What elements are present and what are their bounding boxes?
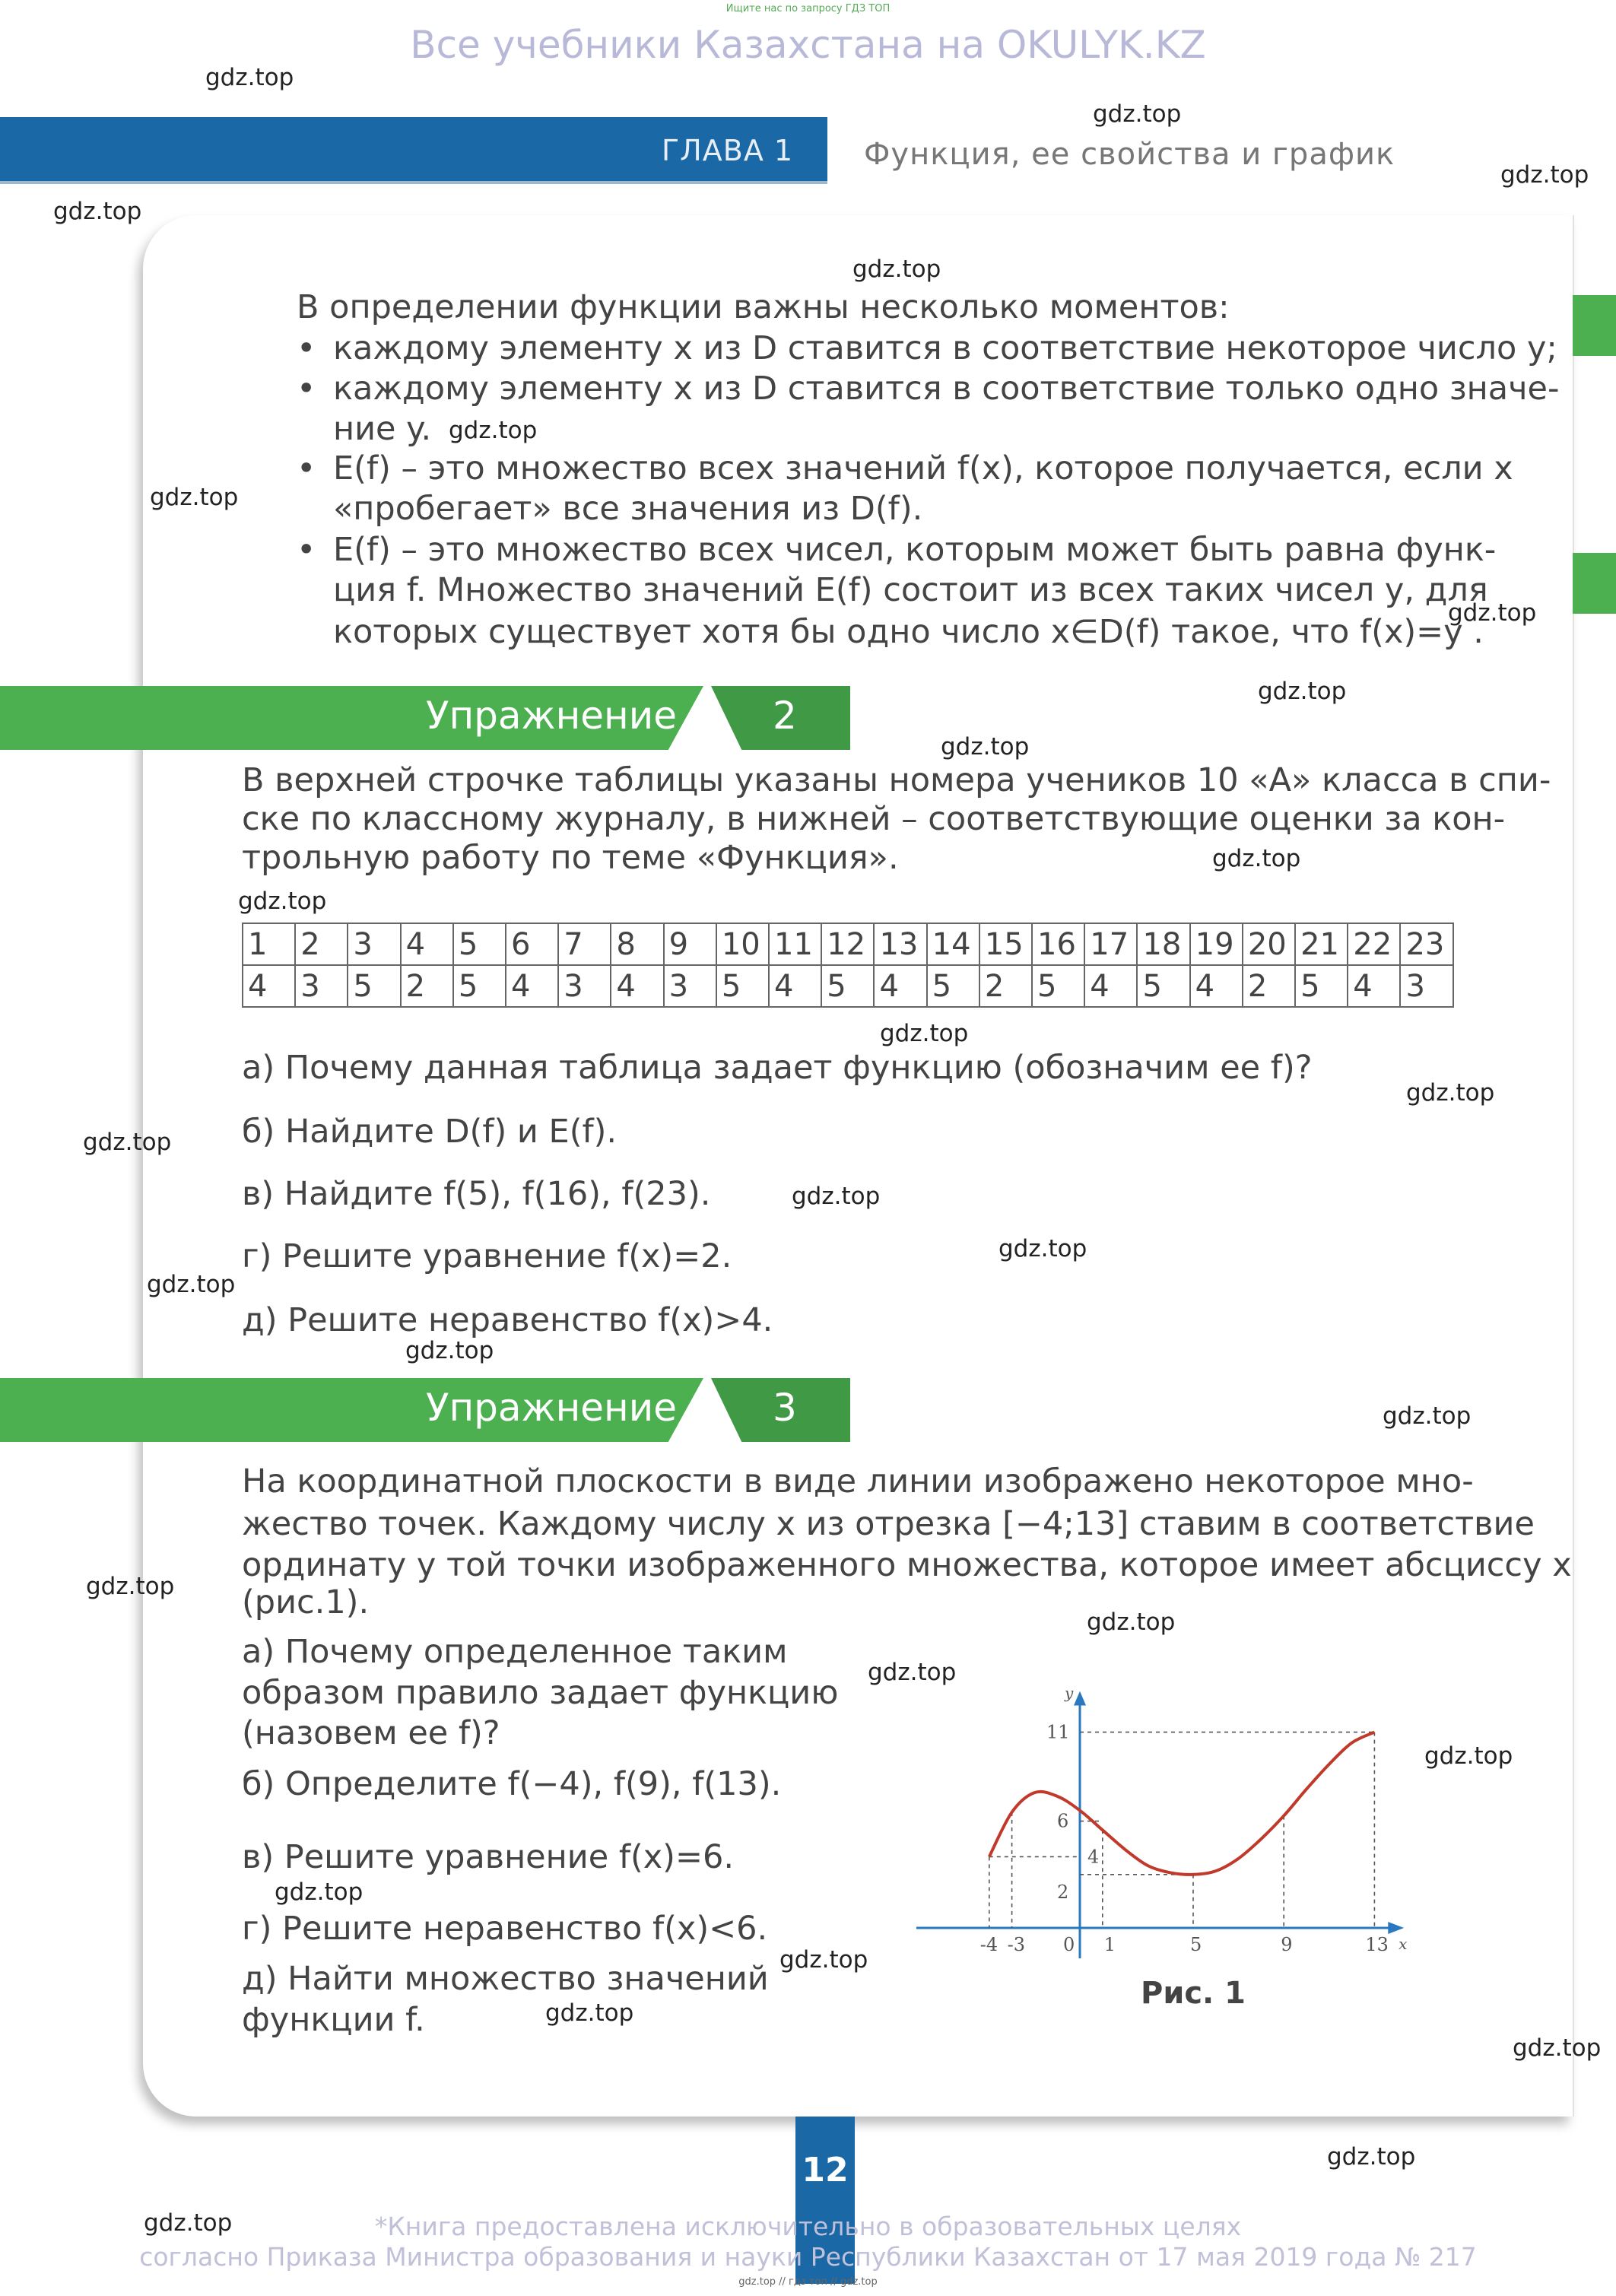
table-cell-grade: 5 xyxy=(716,965,769,1007)
watermark: gdz.top xyxy=(275,1878,364,1906)
definition-bullet-4: E(f) – это множество всех чисел, которым может быть равна функ- xyxy=(333,531,1497,569)
table-cell-student-number: 12 xyxy=(821,923,874,965)
table-cell-grade: 4 xyxy=(1190,965,1243,1007)
watermark: gdz.top xyxy=(1087,1608,1176,1636)
exercise-2-question-d: г) Решите уравнение f(x)=2. xyxy=(242,1237,732,1275)
table-cell-grade: 4 xyxy=(611,965,663,1007)
watermark: gdz.top xyxy=(868,1659,957,1686)
exercise-label: Упражнение xyxy=(426,1386,677,1430)
x-tick-label: 1 xyxy=(1103,1934,1116,1955)
definition-bullet-1: каждому элементу x из D ставится в соответствие некоторое число y; xyxy=(333,329,1557,367)
exercise-2-text: трольную работу по теме «Функция». xyxy=(242,839,899,877)
table-cell-grade: 2 xyxy=(401,965,453,1007)
table-cell-student-number: 18 xyxy=(1137,923,1189,965)
exercise-3-text: жество точек. Каждому числу x из отрезка [−4;13] ставим в соответствие xyxy=(242,1505,1535,1543)
table-cell-grade: 4 xyxy=(769,965,821,1007)
exercise-3-text: (рис.1). xyxy=(242,1583,370,1621)
side-tab xyxy=(1573,553,1616,614)
table-cell-student-number: 16 xyxy=(1032,923,1084,965)
definition-bullet-3-cont: «пробегает» все значения из D(f). xyxy=(333,490,923,528)
bullet-icon: • xyxy=(297,329,316,367)
watermark: gdz.top xyxy=(449,417,538,444)
y-tick-label: 11 xyxy=(1046,1721,1070,1743)
table-cell-grade: 3 xyxy=(664,965,716,1007)
watermark: gdz.top xyxy=(1500,161,1589,189)
exercise-2-question-a: а) Почему данная таблица задает функцию (обозначим ее f)? xyxy=(242,1049,1313,1087)
table-cell-grade: 4 xyxy=(243,965,295,1007)
definition-bullet-2: каждому элементу x из D ставится в соответствие только одно значе- xyxy=(333,370,1560,408)
x-tick-label: 5 xyxy=(1190,1934,1202,1955)
table-cell-grade: 5 xyxy=(927,965,979,1007)
table-cell-student-number: 8 xyxy=(611,923,663,965)
table-cell-student-number: 19 xyxy=(1190,923,1243,965)
top-tiny-text: Ищите нас по запросу ГДЗ ТОП xyxy=(725,3,891,14)
definition-bullet-4-cont: которых существует хотя бы одно число x∈D(f) такое, что f(x)=y . xyxy=(333,613,1484,651)
y-tick-label: 6 xyxy=(1057,1810,1069,1832)
table-cell-grade: 5 xyxy=(348,965,400,1007)
watermark: gdz.top xyxy=(998,1235,1087,1262)
watermark: gdz.top xyxy=(53,198,142,225)
table-cell-student-number: 20 xyxy=(1243,923,1295,965)
exercise-3-question-e: д) Найти множество значений xyxy=(242,1960,769,1998)
watermark: gdz.top xyxy=(1448,599,1537,627)
x-tick-label: 9 xyxy=(1281,1934,1293,1955)
table-cell-grade: 4 xyxy=(1084,965,1137,1007)
exercise-3-question-a-cont: образом правило задает функцию xyxy=(242,1674,839,1712)
exercise-2-text: В верхней строчке таблицы указаны номера учеников 10 «А» класса в спи- xyxy=(242,761,1551,799)
exercise-2-question-e: д) Решите неравенство f(x)>4. xyxy=(242,1301,773,1339)
table-cell-grade: 2 xyxy=(1243,965,1295,1007)
exercise-3-question-e-cont: функции f. xyxy=(242,2001,425,2039)
exercise-3-header xyxy=(0,1378,850,1442)
table-cell-grade: 3 xyxy=(295,965,348,1007)
watermark: gdz.top xyxy=(147,1271,236,1298)
table-cell-grade: 4 xyxy=(506,965,558,1007)
table-cell-student-number: 2 xyxy=(295,923,348,965)
exercise-3-question-d: г) Решите неравенство f(x)<6. xyxy=(242,1910,768,1948)
watermark: gdz.top xyxy=(1212,845,1301,872)
exercise-2-header xyxy=(0,686,850,750)
table-cell-grade: 3 xyxy=(1400,965,1452,1007)
watermark: gdz.top xyxy=(941,733,1030,761)
chapter-label: ГЛАВА 1 xyxy=(662,134,794,167)
table-cell-student-number: 15 xyxy=(979,923,1032,965)
x-tick-label: 13 xyxy=(1365,1934,1389,1955)
table-cell-student-number: 4 xyxy=(401,923,453,965)
table-cell-student-number: 10 xyxy=(716,923,769,965)
table-cell-student-number: 21 xyxy=(1295,923,1348,965)
table-cell-student-number: 11 xyxy=(769,923,821,965)
watermark: gdz.top xyxy=(792,1183,881,1210)
table-cell-grade: 5 xyxy=(453,965,506,1007)
watermark: gdz.top xyxy=(1513,2034,1602,2062)
table-cell-student-number: 3 xyxy=(348,923,400,965)
side-tab xyxy=(1573,295,1616,356)
watermark: gdz.top xyxy=(86,1573,175,1600)
table-cell-grade: 5 xyxy=(1137,965,1189,1007)
exercise-2-text: ске по классному журналу, в нижней – соответствующие оценки за кон- xyxy=(242,800,1506,838)
watermark: gdz.top xyxy=(779,1946,868,1974)
table-cell-grade: 2 xyxy=(979,965,1032,1007)
table-row-grades xyxy=(243,965,1453,1007)
watermark: gdz.top xyxy=(1258,678,1347,705)
exercise-2-question-c: в) Найдите f(5), f(16), f(23). xyxy=(242,1175,711,1213)
page-edge xyxy=(1573,215,1574,2117)
exercise-3-question-b: б) Определите f(−4), f(9), f(13). xyxy=(242,1765,782,1803)
table-cell-grade: 3 xyxy=(558,965,611,1007)
definition-bullet-2-cont: ние y. xyxy=(333,410,432,448)
table-cell-grade: 4 xyxy=(1348,965,1400,1007)
watermark: gdz.top xyxy=(1383,1402,1472,1430)
watermark: gdz.top xyxy=(144,2209,233,2237)
grades-table xyxy=(242,923,1454,1008)
exercise-3-question-c: в) Решите уравнение f(x)=6. xyxy=(242,1838,735,1876)
exercise-3-text: ординату y той точки изображенного множества, которое имеет абсциссу x xyxy=(242,1546,1572,1584)
watermark: gdz.top xyxy=(852,256,941,283)
definition-bullet-4-cont: ция f. Множество значений E(f) состоит из всех таких чисел y, для xyxy=(333,571,1488,609)
watermark: gdz.top xyxy=(1327,2143,1416,2171)
watermark: gdz.top xyxy=(83,1129,172,1156)
bullet-icon: • xyxy=(297,531,316,569)
table-cell-student-number: 23 xyxy=(1400,923,1452,965)
table-cell-student-number: 13 xyxy=(874,923,926,965)
table-cell-student-number: 1 xyxy=(243,923,295,965)
y-tick-label: 4 xyxy=(1087,1846,1100,1868)
x-tick-label: -4 xyxy=(979,1934,998,1955)
x-tick-label: -3 xyxy=(1007,1934,1025,1955)
table-cell-student-number: 17 xyxy=(1084,923,1137,965)
exercise-number: 2 xyxy=(773,694,797,738)
watermark: gdz.top xyxy=(1093,100,1182,128)
footer-line-1: *Книга предоставлена исключительно в образовательных целях xyxy=(374,2212,1242,2241)
figure-caption: Рис. 1 xyxy=(1141,1976,1246,2011)
table-cell-grade: 5 xyxy=(821,965,874,1007)
exercise-number: 3 xyxy=(773,1386,797,1430)
y-axis-label: y xyxy=(1065,1684,1074,1703)
watermark: gdz.top xyxy=(880,1020,969,1047)
table-row-student-numbers xyxy=(243,923,1453,965)
exercise-3-question-a: а) Почему определенное таким xyxy=(242,1633,788,1671)
page-number: 12 xyxy=(802,2151,849,2190)
watermark: gdz.top xyxy=(545,1999,634,2027)
exercise-label: Упражнение xyxy=(426,694,677,738)
table-cell-student-number: 7 xyxy=(558,923,611,965)
exercise-2-question-b: б) Найдите D(f) и E(f). xyxy=(242,1113,618,1151)
table-cell-student-number: 22 xyxy=(1348,923,1400,965)
table-cell-student-number: 5 xyxy=(453,923,506,965)
function-graph xyxy=(909,1635,1472,1977)
function-curve xyxy=(989,1732,1375,1875)
x-axis-label: x xyxy=(1399,1935,1408,1953)
chapter-title: Функция, ее свойства и график xyxy=(864,137,1395,172)
x-tick-label: 0 xyxy=(1063,1934,1075,1955)
watermark: gdz.top xyxy=(150,484,239,511)
watermark: gdz.top xyxy=(205,64,294,91)
exercise-3-text: На координатной плоскости в виде линии изображено некоторое мно- xyxy=(242,1462,1474,1500)
table-cell-student-number: 14 xyxy=(927,923,979,965)
watermark: gdz.top xyxy=(1406,1079,1495,1107)
bullet-icon: • xyxy=(297,370,316,408)
watermark: gdz.top xyxy=(405,1337,494,1364)
site-banner: Все учебники Казахстана на OKULYK.KZ xyxy=(410,23,1206,67)
table-cell-grade: 5 xyxy=(1295,965,1348,1007)
watermark: gdz.top xyxy=(238,888,327,915)
footer-tiny: gdz.top // гдз топ // gdz.top xyxy=(738,2276,878,2288)
definition-bullet-3: E(f) – это множество всех значений f(x), которое получается, если x xyxy=(333,449,1513,487)
definition-intro: В определении функции важны несколько моментов: xyxy=(297,288,1230,326)
table-cell-grade: 5 xyxy=(1032,965,1084,1007)
y-axis-arrow-icon xyxy=(1074,1691,1086,1706)
table-cell-grade: 4 xyxy=(874,965,926,1007)
footer-line-2: согласно Приказа Министра образования и науки Республики Казахстан от 17 мая 2019 года № 217 xyxy=(139,2242,1477,2272)
table-cell-student-number: 9 xyxy=(664,923,716,965)
bullet-icon: • xyxy=(297,449,316,487)
watermark: gdz.top xyxy=(1424,1742,1513,1770)
table-cell-student-number: 6 xyxy=(506,923,558,965)
y-tick-label: 2 xyxy=(1057,1882,1069,1904)
x-axis-arrow-icon xyxy=(1388,1922,1404,1934)
exercise-3-question-a-cont: (назовем ее f)? xyxy=(242,1714,500,1752)
